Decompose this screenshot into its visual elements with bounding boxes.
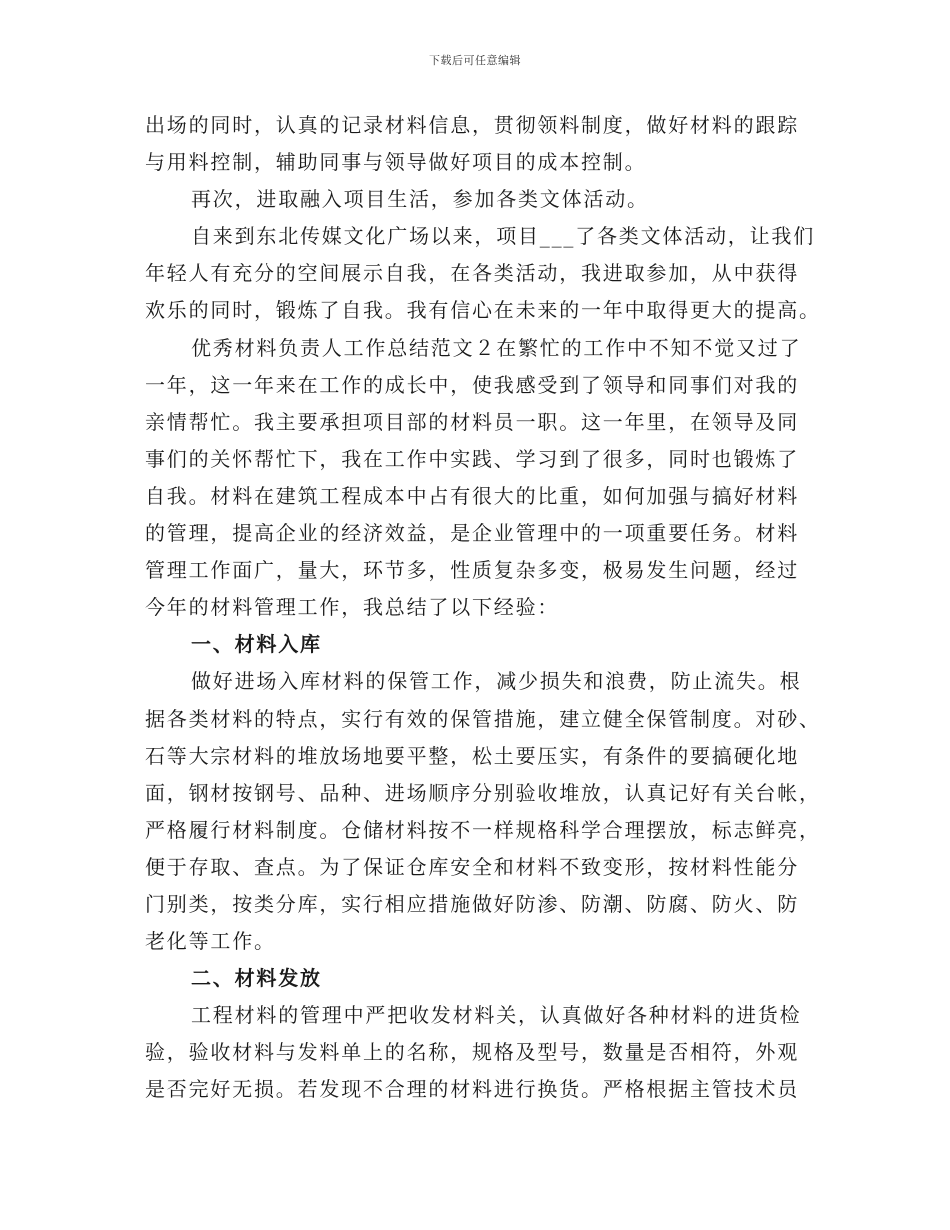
text-line: 据各类材料的特点，实行有效的保管措施，建立健全保管制度。对砂、 [145, 706, 821, 731]
text-line: 严格履行材料制度。仓储材料按不一样规格科学合理摆放，标志鲜亮， [145, 817, 821, 842]
document-body [145, 107, 821, 1109]
text-line: 与用料控制，辅助同事与领导做好项目的成本控制。 [145, 150, 647, 175]
text-line: 做好进场入库材料的保管工作，减少损失和浪费，防止流失。根 [191, 669, 802, 694]
text-line: 面，钢材按钢号、品种、进场顺序分别验收堆放，认真记好有关台帐， [145, 780, 821, 805]
text-line: 便于存取、查点。为了保证仓库安全和材料不致变形，按材料性能分 [145, 854, 799, 879]
text-line: 管理工作面广，量大，环节多，性质复杂多变，极易发生问题，经过 [145, 558, 799, 583]
text-line: 年轻人有充分的空间展示自我，在各类活动，我进取参加，从中获得 [145, 261, 799, 286]
text-line: 自我。材料在建筑工程成本中占有很大的比重，如何加强与搞好材料 [145, 483, 799, 508]
text-line: 一年，这一年来在工作的成长中，使我感受到了领导和同事们对我的 [145, 372, 799, 397]
page-header: 下载后可任意编辑 [429, 54, 521, 67]
section-heading: 一、材料入库 [191, 632, 322, 657]
text-line: 验，验收材料与发料单上的名称，规格及型号，数量是否相符，外观 [145, 1040, 799, 1065]
text-line: 门别类，按类分库，实行相应措施做好防渗、防潮、防腐、防火、防 [145, 891, 799, 916]
text-line: 亲情帮忙。我主要承担项目部的材料员一职。这一年里，在领导及同 [145, 409, 799, 434]
text-line: 再次，进取融入项目生活，参加各类文体活动。 [191, 187, 649, 212]
section-heading: 二、材料发放 [191, 966, 322, 991]
text-line: 石等大宗材料的堆放场地要平整，松土要压实，有条件的要搞硬化地 [145, 743, 799, 768]
text-line: 事们的关怀帮忙下，我在工作中实践、学习到了很多，同时也锻炼了 [145, 446, 799, 471]
text-line: 今年的材料管理工作，我总结了以下经验： [145, 595, 560, 620]
text-line: 出场的同时，认真的记录材料信息，贯彻领料制度，做好材料的跟踪 [145, 113, 799, 137]
text-line: 欢乐的同时，锻炼了自我。我有信心在未来的一年中取得更大的提高。 [145, 298, 821, 323]
text-line: 优秀材料负责人工作总结范文２在繁忙的工作中不知不觉又过了 [191, 335, 802, 360]
text-line: 工程材料的管理中严把收发材料关，认真做好各种材料的进货检 [191, 1003, 802, 1028]
text-line: 老化等工作。 [145, 929, 276, 954]
text-line: 自来到东北传媒文化广场以来，项目___了各类文体活动，让我们 [191, 224, 815, 249]
text-line: 是否完好无损。若发现不合理的材料进行换货。严格根据主管技术员 [145, 1077, 799, 1102]
text-line: 的管理，提高企业的经济效益，是企业管理中的一项重要任务。材料 [145, 521, 799, 546]
